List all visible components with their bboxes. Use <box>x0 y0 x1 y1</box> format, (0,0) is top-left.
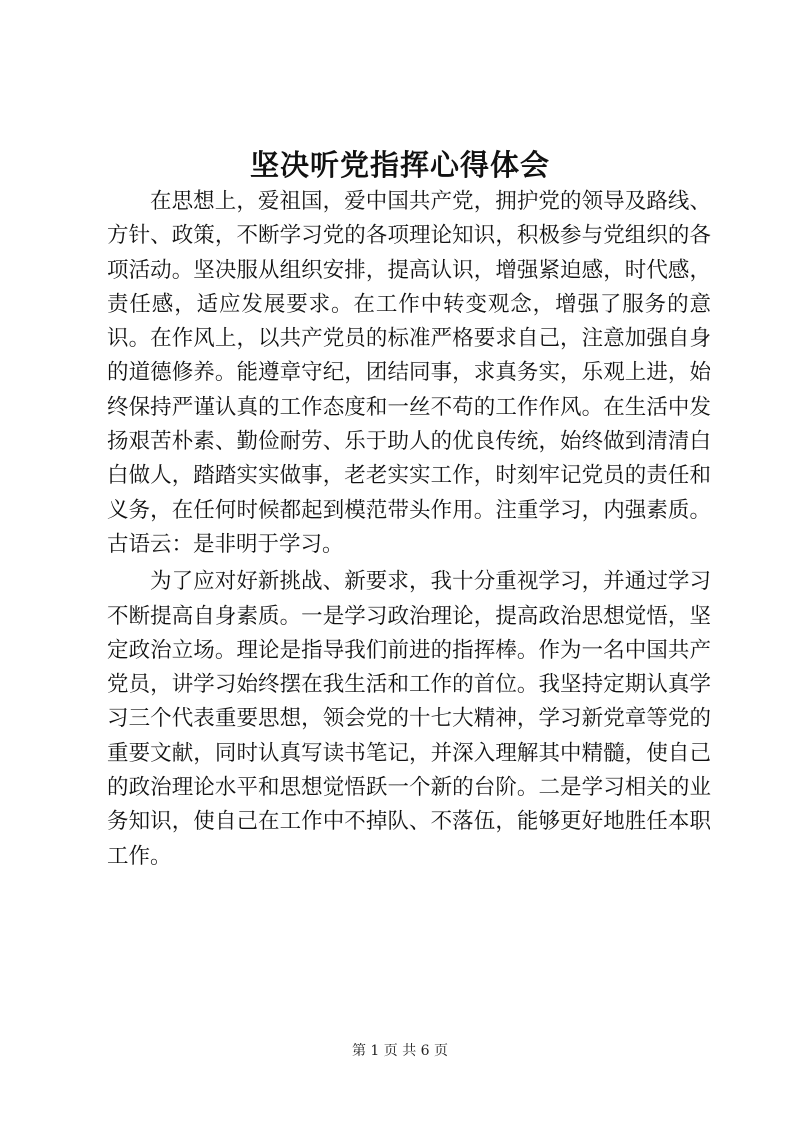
paragraph-2: 为了应对好新挑战、新要求，我十分重视学习，并通过学习不断提高自身素质。一是学习政治理论，提高政治思想觉悟，坚定政治立场。理论是指导我们前进的指挥棒。作为一名中国共产党员，讲学习始终摆在我生活和工作的首位。我坚持定期认真学习三个代表重要思想，领会党的十七大精神，学习新党章等党的重要文献，同时认真写读书笔记，并深入理解其中精髓，使自己的政治理论水平和思想觉悟跃一个新的台阶。二是学习相关的业务知识，使自己在工作中不掉队、不落伍，能够更好地胜任本职工作。 <box>107 569 711 869</box>
paragraph-1: 在思想上，爱祖国，爱中国共产党，拥护党的领导及路线、方针、政策，不断学习党的各项理论知识，积极参与党组织的各项活动。坚决服从组织安排，提高认识，增强紧迫感，时代感，责任感，适应发展要求。在工作中转变观念，增强了服务的意识。在作风上，以共产党员的标准严格要求自己，注意加强自身的道德修养。能遵章守纪，团结同事，求真务实，乐观上进，始终保持严谨认真的工作态度和一丝不苟的工作作风。在生活中发扬艰苦朴素、勤俭耐劳、乐于助人的优良传统，始终做到清清白白做人，踏踏实实做事，老老实实工作，时刻牢记党员的责任和义务，在任何时候都起到模范带头作用。注重学习，内强素质。古语云：是非明于学习。 <box>107 189 711 557</box>
page-title: 坚决听党指挥心得体会 <box>249 148 550 182</box>
page-footer: 第 1 页 共 6 页 <box>351 1043 449 1059</box>
document-body <box>107 185 711 877</box>
